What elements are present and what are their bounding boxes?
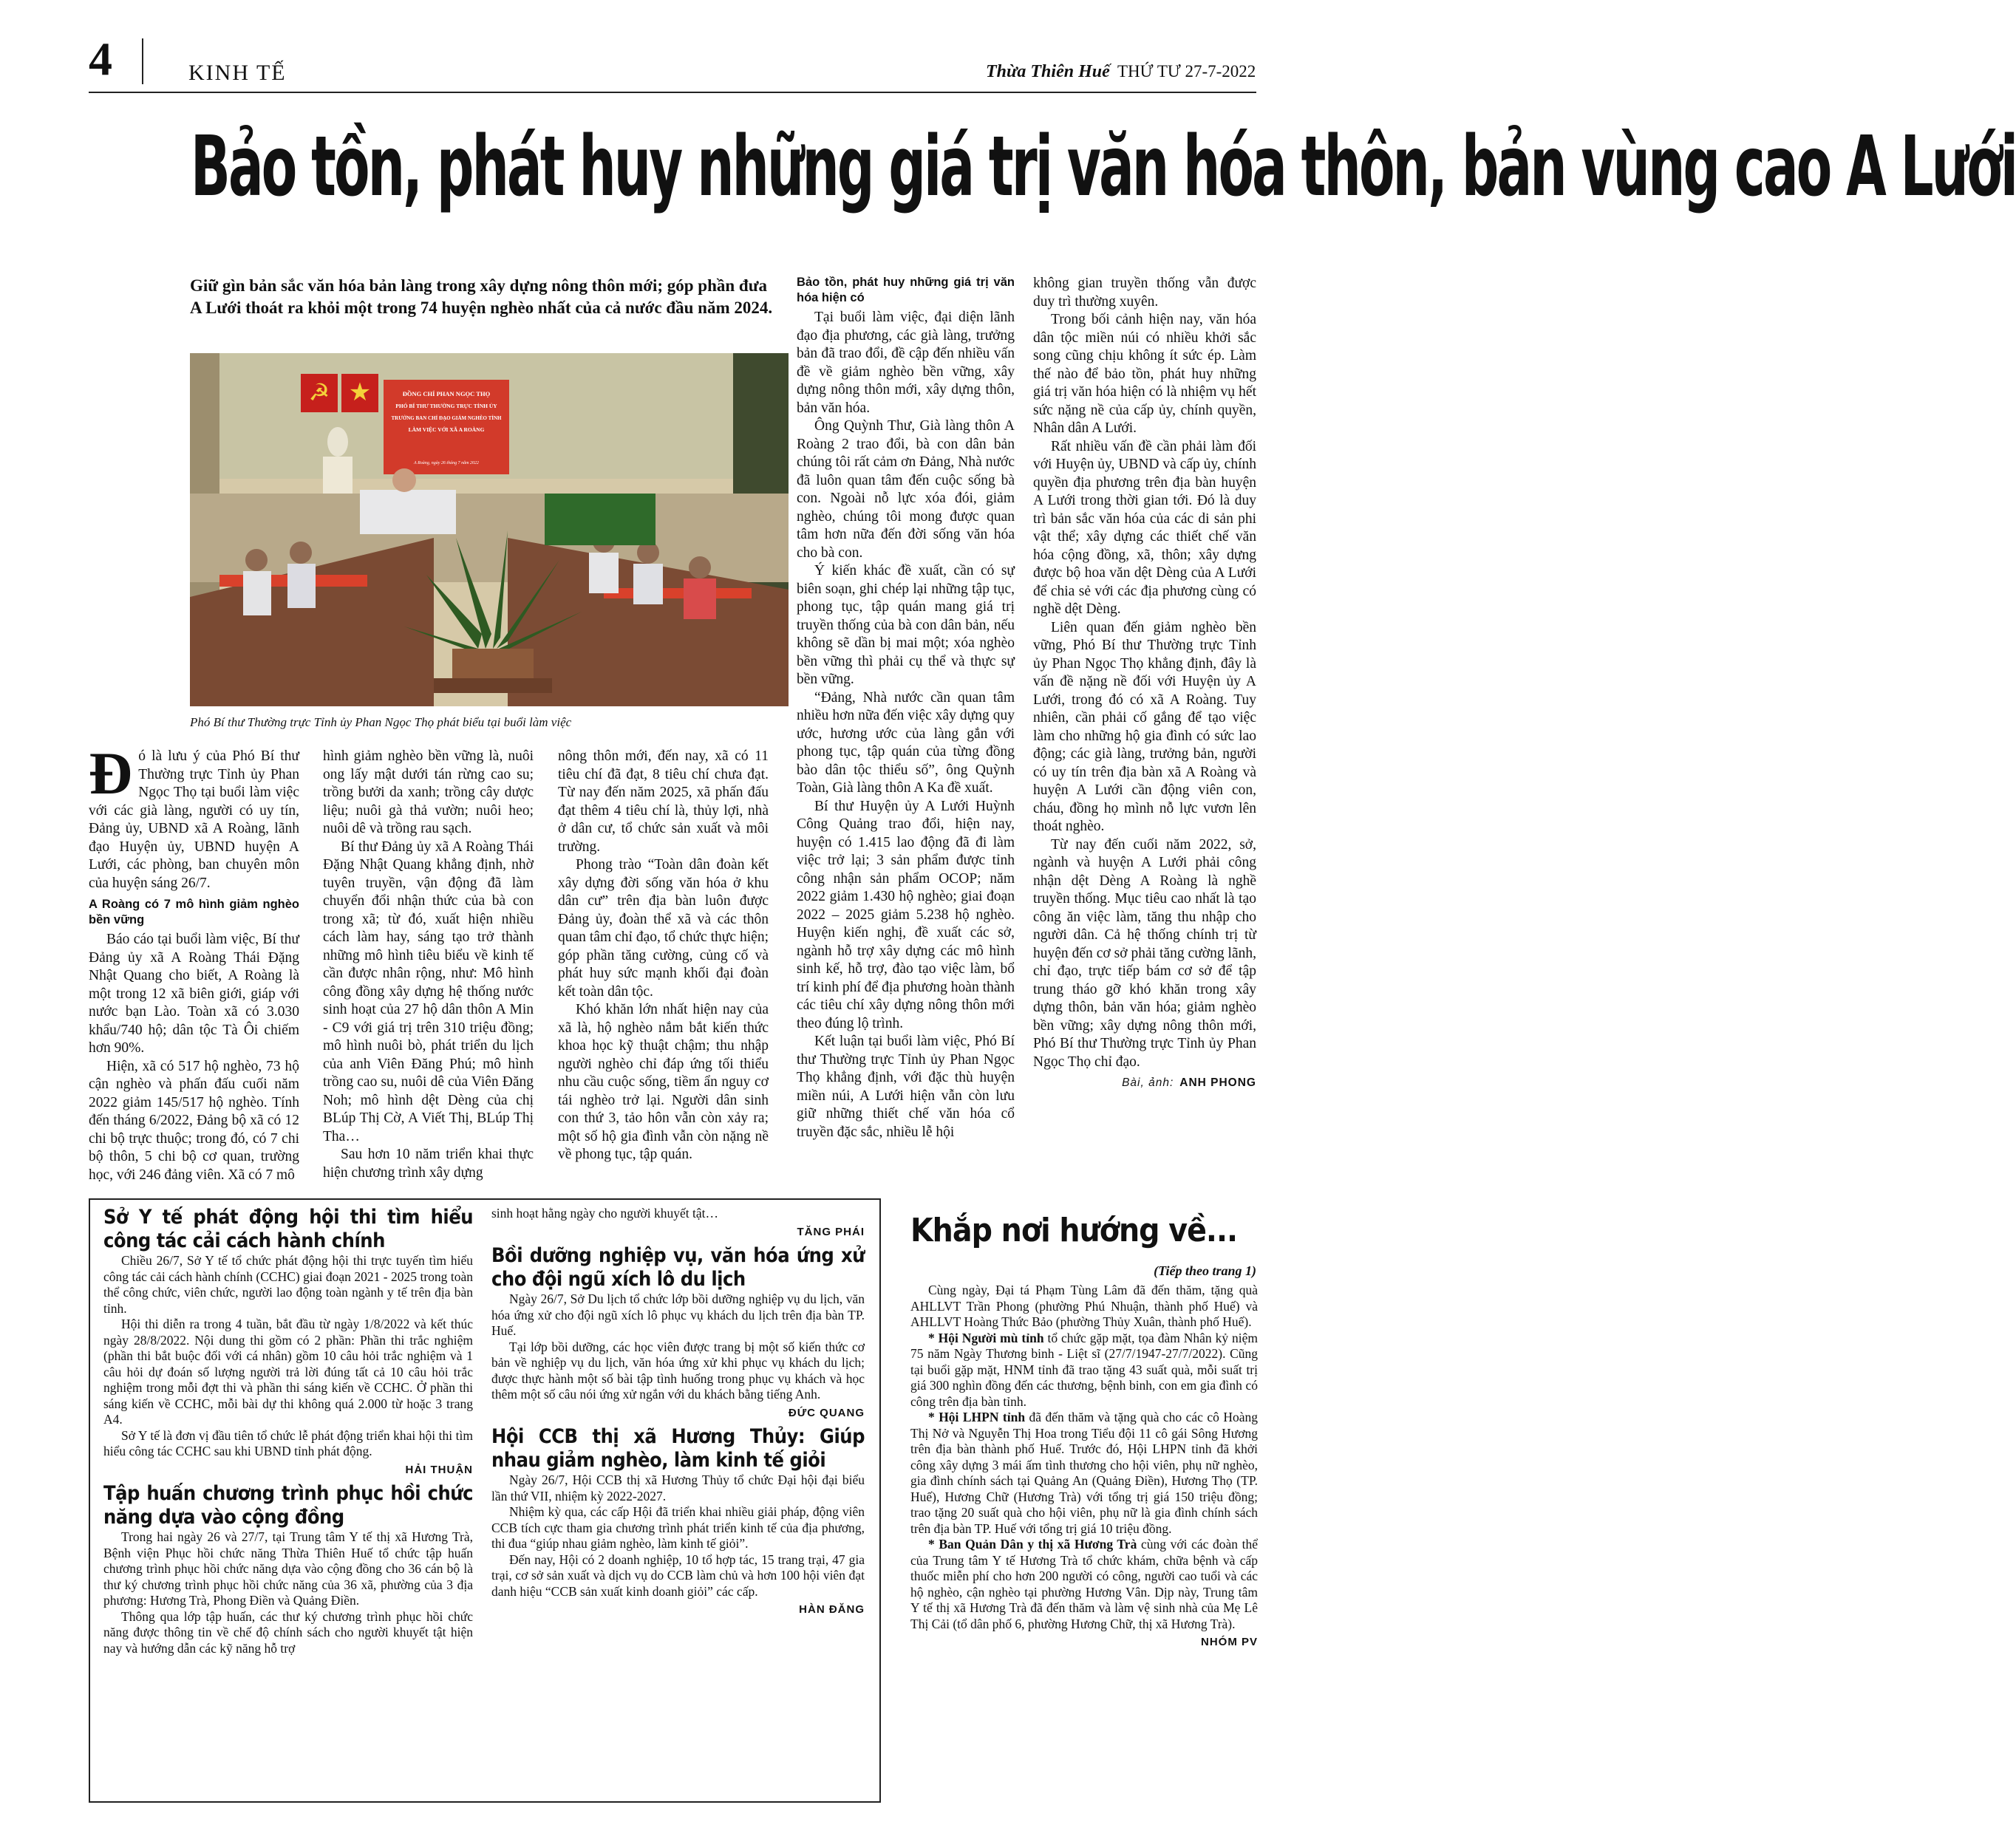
svg-text:☭: ☭ <box>308 379 330 406</box>
banner-line-4: LÀM VIỆC VỚI XÃ A ROÀNG <box>408 426 485 433</box>
paragraph: không gian truyền thống vẫn được duy trì thường xuyên. <box>1033 276 1256 310</box>
article-column-2 <box>323 748 534 1189</box>
brief-signature: HÀN ĐĂNG <box>799 1603 865 1616</box>
subheading-culture: Bảo tồn, phát huy những giá trị văn hóa hiện có <box>797 276 1015 304</box>
box-column-left <box>103 1206 473 1797</box>
brief-signature: HẢI THUẬN <box>405 1463 473 1476</box>
paragraph: Ý kiến khác đề xuất, cần có sự biên soạn, ghi chép lại những tập tục, phong tục, tập quán mang giá trị truyền thống của bà con dân bản, nếu không sẽ dần bị mai một; xóa nghèo bền vững thì phải cụ thể và thực sự bền vững. <box>797 563 1015 687</box>
article-photo <box>190 353 789 706</box>
meeting-photo <box>190 353 789 706</box>
paragraph: Báo cáo tại buổi làm việc, Bí thư Đảng ủy xã A Roàng Thái Đặng Nhật Quang cho biết, A Roàng là một trong 12 xã biên giới, giáp với nước bạn Lào. Toàn xã có 3.030 khẩu/740 hộ; dân tộc Tà Ôi chiếm hơn 90%. <box>89 932 299 1056</box>
paragraph: Kết luận tại buổi làm việc, Phó Bí thư Thường trực Tỉnh ủy Phan Ngọc Thọ khẳng định, với đặc thù huyện miền núi, A Lưới hiện vẫn còn lưu giữ những thiết chế văn hóa cổ truyền đặc sắc, nhiều lễ hội <box>797 1034 1015 1140</box>
page-number: 4 <box>89 33 112 85</box>
paragraph: Sở Y tế là đơn vị đầu tiên tổ chức lễ phát động triển khai hội thi tìm hiểu công tác CCHC sau khi UBND tỉnh phát động. <box>103 1427 473 1458</box>
header-rule <box>89 92 1256 93</box>
photo-caption: Phó Bí thư Thường trực Tỉnh ủy Phan Ngọc Thọ phát biểu tại buổi làm việc <box>190 715 572 729</box>
paragraph: Tại buổi làm việc, đại diện lãnh đạo địa phương, các già làng, trưởng bản đã trao đổi, đề cập đến nhiều vấn đề về giảm nghèo bền vững, xây dựng nông thôn mới, xây dựng thôn, bản văn hóa. <box>797 310 1015 416</box>
paragraph: Nhiệm kỳ qua, các cấp Hội đã triển khai nhiều giải pháp, động viên CCB tích cực tham gia chương trình phát triển kinh tế của địa phương, thi đua “giúp nhau giảm nghèo, làm kinh tế giỏi”. <box>491 1504 865 1551</box>
paragraph: Bí thư Huyện ủy A Lưới Huỳnh Công Quảng trao đổi, hiện nay, huyện có 1.415 lao động đã đi làm việc trở lại; 3 sản phẩm được tỉnh công nhận sản phẩm OCOP; năm 2022 giảm 1.430 hộ nghèo; giai đoạn 2022 – 2025 giảm 5.238 hộ nghèo. Huyện kiến nghị, đề xuất các sở, ngành hỗ trợ xây dựng các mô hình sinh kế, hỗ trợ, đào tạo việc làm, bổ trí kinh phí để địa phương hoàn thành các tiêu chí xây dựng nông thôn mới theo đúng lộ trình. <box>797 798 1015 1031</box>
svg-text:★: ★ <box>348 379 372 406</box>
paragraph: sinh hoạt hằng ngày cho người khuyết tật… <box>491 1206 718 1221</box>
paragraph-lead: * Ban Quản Dân y thị xã Hương Trà <box>928 1537 1137 1552</box>
banner-subline: A Roàng, ngày 26 tháng 7 năm 2022 <box>414 461 479 465</box>
paragraph-lead: * Hội LHPN tỉnh <box>928 1410 1026 1424</box>
paragraph: Bí thư Đảng ủy xã A Roàng Thái Đặng Nhật Quang khẳng định, nhờ tuyên truyền, vận động đã làm chuyển đổi nhận thức của bà con trong xã; từ đó, xuất hiện nhiều cách làm hay, sáng tạo trở thành những mô hình tiêu biểu về kinh tế cần được nhân rộng, như: Mô hình công đồng xây dựng hệ thống nước sinh hoạt của 27 hộ dân thôn A Min - C9 với giá trị trên 310 triệu đồng; mô hình nuôi bò, phát triển du lịch của anh Viên Đăng Phú; mô hình trồng cao su, nuôi dê của Viên Đăng Noh; mô hình dệt Dèng của chị BLúp Thị Cờ, A Viết Thị, BLúp Thị Tha… <box>323 839 534 1144</box>
paragraph: Ngày 26/7, Sở Du lịch tổ chức lớp bồi dưỡng nghiệp vụ du lịch, văn hóa ứng xử cho đội ngũ xích lô phục vụ khách du lịch trên địa bàn TP. Huế. <box>491 1291 865 1338</box>
paragraph: Phong trào “Toàn dân đoàn kết xây dựng đời sống văn hóa ở khu dân cư” trên địa bàn luôn được Đảng ủy, đoàn thể xã và các thôn quan tâm chỉ đạo, tổ chức thực hiện; góp phần tăng cường, củng cố và phát huy sức mạnh khối đại đoàn kết toàn dân tộc. <box>558 857 769 1000</box>
brief-title: Hội CCB thị xã Hương Thủy: Giúp nhau giảm nghèo, làm kinh tế giỏi <box>491 1425 865 1472</box>
paragraph: hình giảm nghèo bền vững là, nuôi ong lấy mật dưới tán rừng cao su; trồng bưởi da xanh; trồng cây dược liệu; nuôi gà thả vườn; nuôi heo; nuôi dê và trồng rau sạch. <box>323 748 534 836</box>
brief-signature: TĂNG PHÁI <box>797 1225 865 1238</box>
paragraph: Ông Quỳnh Thư, Già làng thôn A Roàng 2 trao đổi, bà con dân bản chúng tôi rất cảm ơn Đảng, Nhà nước đã luôn quan tâm đến cuộc sống bà con. Ngoài nỗ lực xóa đói, giảm nghèo, chúng tôi mong được quan tâm hơn nữa đến đời sống văn hóa cho bà con. <box>797 418 1015 561</box>
paragraph <box>910 1537 1258 1632</box>
continued-article-body <box>910 1283 1258 1655</box>
continued-signature: NHÓM PV <box>1200 1636 1258 1648</box>
paragraph: Sau hơn 10 năm triển khai thực hiện chương trình xây dựng <box>323 1147 534 1181</box>
brief-title: Sở Y tế phát động hội thi tìm hiểu công tác cải cách hành chính <box>103 1206 473 1252</box>
lead-paragraph: ó là lưu ý của Phó Bí thư Thường trực Tỉnh ủy Phan Ngọc Thọ tại buổi làm việc với các già làng, người có uy tín, Đảng ủy, UBND xã A Roàng, lãnh đạo Huyện ủy, UBND huyện A Lưới, các phòng, ban chuyên môn của huyện sáng 26/7. <box>89 748 299 891</box>
subheading-models: A Roàng có 7 mô hình giảm nghèo bền vững <box>89 898 299 926</box>
paragraph: Tại lớp bồi dưỡng, các học viên được trang bị một số kiến thức cơ bản về nghiệp vụ du lịch, văn hóa ứng xử khi phục vụ khách du lịch; được thực hành một số bài tập tình huống trong phục vụ khách và học thêm một số câu nói ứng xử ngắn với du khách bằng tiếng Anh. <box>491 1339 865 1402</box>
paragraph: Cùng ngày, Đại tá Phạm Tùng Lâm đã đến thăm, tặng quà AHLLVT Trần Phong (phường Phú Nhuận, thành phố Huế) và AHLLVT Hoàng Thức Bảo (phường Thủy Xuân, thành phố Huế). <box>910 1283 1258 1329</box>
headline <box>191 119 2016 229</box>
paragraph: Liên quan đến giảm nghèo bền vững, Phó Bí thư Thường trực Tỉnh ủy Phan Ngọc Thọ khẳng định, đây là vấn đề nặng nề đối với Huyện ủy A Lưới, trong đó có xã A Roàng. Tuy nhiên, cần phải cố gắng để tạo việc làm cho những hộ gia đình có sức lao động; các già làng, trưởng bản, người có uy tín trên địa bàn xã A Roàng và huyện A Lưới cần động viên con, cháu, đồng họ mình nỗ lực vươn lên thoát nghèo. <box>1033 619 1256 834</box>
byline-author: ANH PHONG <box>1179 1076 1256 1089</box>
brief-signature: ĐỨC QUANG <box>788 1406 865 1419</box>
article-column-4 <box>797 275 1015 1188</box>
headline-text: Bảo tồn, phát huy những giá trị văn hóa thôn, bản vùng cao A Lưới <box>191 119 2016 215</box>
paragraph-text: đã đến thăm và tặng quà cho các cô Hoàng Thị Nở và Nguyễn Thị Hoa trong Tiểu đội 11 cô gái Sông Hương trên địa bàn thành phố Huế. Trước đó, Hội LHPN tỉnh đã khởi công xây dựng 3 mái ấm tình thương cho hội viên, phụ nữ nghèo, gia đình chính sách tại Quảng An (Quảng Điền), Hương Thọ (TP. Huế), Hương Chữ (Hương Trà) với tổng trị giá 150 triệu đồng; trao tặng 20 suất quà cho hội viên, phụ nữ là gia đình chính sách trên địa bàn TP. Huế với tổng trị giá 10 triệu đồng. <box>910 1410 1259 1536</box>
paragraph: nông thôn mới, đến nay, xã có 11 tiêu chí đã đạt, 8 tiêu chí chưa đạt. Từ nay đến năm 2025, xã phấn đấu đạt thêm 4 tiêu chí là, thủy lợi, nhà ở dân cư, tổ chức sản xuất và môi trường. <box>558 748 769 855</box>
paragraph: Hội thi diễn ra trong 4 tuần, bắt đầu từ ngày 1/8/2022 và kết thúc ngày 28/8/2022. Nội dung thi gồm có 2 phần: Phần thi trắc nghiệm (phần thi bắt buộc đối với cá nhân) gồm 10 câu hỏi trắc nghiệm và 1 câu hỏi dự đoán số lượng người trả lời đúng tất cả 10 câu hỏi trắc nghiệm trong mỗi đợt thi và phần thi sáng kiến về CCHC. Ở phần thi sáng kiến về CCHC, mỗi bài dự thi không quá 2.000 từ hoặc 3 trang A4. <box>103 1317 473 1427</box>
continued-from-note: (Tiếp theo trang 1) <box>1154 1263 1256 1278</box>
paragraph: Trong hai ngày 26 và 27/7, tại Trung tâm Y tế thị xã Hương Trà, Bệnh viện Phục hồi chức năng Thừa Thiên Huế tổ chức tập huấn chương trình phục hồi chức năng dựa vào cộng đồng cho 36 cán bộ là thư ký chương trình phục hồi chức năng của 36 xã, phường của 3 địa phương: Hương Trà, Phong Điền và Quảng Điền. <box>103 1529 473 1608</box>
paragraph-text: tổ chức gặp mặt, tọa đàm Nhân kỷ niệm 75 năm Ngày Thương binh - Liệt sĩ (27/7/1947-27/7/2022). Cũng tại buổi gặp mặt, HNM tỉnh đã trao tặng 43 suất quà, mỗi suất trị giá 300 nghìn đồng đến các thương, bệnh binh, con em gia đình có công trên địa bàn tỉnh. <box>910 1330 1259 1409</box>
banner-line-2: PHÓ BÍ THƯ THƯỜNG TRỰC TỈNH ỦY <box>395 403 497 409</box>
byline <box>1033 1074 1256 1093</box>
paragraph: Đến nay, Hội có 2 doanh nghiệp, 10 tổ hợp tác, 15 trang trại, 47 gia trại, cơ sở sản xuất và dịch vụ do CCB làm chủ và hơn 100 hội viên đạt danh hiệu “CCB sản xuất kinh doanh giỏi” các cấp. <box>491 1552 865 1599</box>
newspaper-name: Thừa Thiên Huế <box>986 62 1110 81</box>
byline-label: Bài, ảnh: <box>1122 1076 1174 1089</box>
drop-cap: Đ <box>89 740 133 807</box>
paragraph: Trong bối cảnh hiện nay, văn hóa dân tộc miền núi có nhiều khởi sắc song cũng chịu không ít sức ép. Làm thế nào để bảo tồn, phát huy những giá trị văn hóa hiện có là nhiệm vụ hết sức nặng nề của cấp ủy, chính quyền, Nhân dân A Lưới. <box>1033 312 1256 436</box>
banner-line-1: ĐỒNG CHÍ PHAN NGỌC THỌ <box>402 390 491 397</box>
paragraph: Ngày 26/7, Hội CCB thị xã Hương Thủy tổ chức Đại hội đại biểu lần thứ VII, nhiệm kỳ 2022-2027. <box>491 1472 865 1503</box>
paragraph: Khó khăn lớn nhất hiện nay của xã là, hộ nghèo nắm bắt kiến thức khoa học kỹ thuật chậm; thu nhập người nghèo chỉ đáp ứng tối thiểu nhu cầu cuộc sống, tiềm ẩn nguy cơ tái nghèo trở lại. Người dân sinh con thứ 3, tảo hôn vẫn còn xảy ra; một số hộ gia đình vẫn còn nặng nề về phong tục, tập quán. <box>558 1002 769 1162</box>
article-column-5 <box>1033 275 1256 1188</box>
paragraph: Hiện, xã có 517 hộ nghèo, 73 hộ cận nghèo và phấn đấu cuối năm 2022 giảm 145/517 hộ nghèo. Tính đến tháng 6/2022, Đảng bộ xã có 12 chi bộ trực thuộc; trong đó, có 7 chi bộ thôn, 5 chi bộ cơ quan, trường học, với 246 đảng viên. Xã có 7 mô <box>89 1058 299 1183</box>
article-column-1 <box>89 740 299 1189</box>
header-divider <box>142 38 143 84</box>
paragraph: “Đảng, Nhà nước cần quan tâm nhiều hơn nữa đến việc xây dựng quy ước, hương ước của làng gắn với phong tục, tập quán của từng đồng bào dân tộc thiểu số”, ông Quỳnh Toàn, Già làng thôn A Ka đề xuất. <box>797 689 1015 796</box>
paragraph: Rất nhiều vấn đề cần phải làm đối với Huyện ủy, UBND và cấp ủy, chính quyền địa phương trên địa bàn huyện A Lưới trong thời gian tới. Đó là duy trì bản sắc văn hóa của các di sản phi vật thể; xây dựng các thiết chế văn hóa cộng đồng, xã, thôn; xây dựng được bộ hoa văn dệt Dèng của A Lưới để chia sẻ với các địa phương cùng có nghề dệt Dèng. <box>1033 438 1256 617</box>
brief-title: Bồi dưỡng nghiệp vụ, văn hóa ứng xử cho đội ngũ xích lô du lịch <box>491 1244 865 1291</box>
paragraph-lead: * Hội Người mù tỉnh <box>928 1330 1044 1345</box>
paragraph <box>910 1331 1258 1410</box>
brief-title: Tập huấn chương trình phục hồi chức năng dựa vào cộng đồng <box>103 1482 473 1529</box>
banner-line-3: TRƯỞNG BAN CHỈ ĐẠO GIẢM NGHÈO TỈNH <box>391 415 502 421</box>
sapo: Giữ gìn bản sắc văn hóa bản làng trong xây dựng nông thôn mới; góp phần đưa A Lưới thoát ra khỏi một trong 74 huyện nghèo nhất của cả nước đầu năm 2024. <box>190 276 773 317</box>
paragraph <box>910 1410 1258 1537</box>
issue-date: THỨ TƯ 27-7-2022 <box>1117 62 1256 81</box>
article-column-3 <box>558 748 769 1189</box>
continued-article-title: Khắp nơi hướng về... <box>910 1212 1238 1249</box>
paragraph: Từ nay đến cuối năm 2022, sở, ngành và huyện A Lưới phải công nhận dệt Dèng A Roàng là nghề truyền thống. Mục tiêu cao nhất là tạo công ăn việc làm, tăng thu nhập cho người dân. Cả hệ thống chính trị từ huyện đến cơ sở phải tăng cường lãnh, chỉ đạo, trực tiếp bám cơ sở để tập trung tháo gỡ khó khăn trong xây dựng thôn, bản văn hóa; giảm nghèo bền vững; xây dựng nông thôn mới, Phó Bí thư Thường trực Tỉnh ủy Phan Ngọc Thọ chỉ đạo. <box>1033 836 1256 1070</box>
box-column-right <box>491 1206 865 1797</box>
paragraph: Thông qua lớp tập huấn, các thư ký chương trình phục hồi chức năng được thông tin về chế độ chính sách cho người khuyết tật hiện nay và hướng dẫn các kỹ năng hỗ trợ <box>103 1608 473 1656</box>
paragraph-text: cùng với các đoàn thể của Trung tâm Y tế Hương Trà tổ chức khám, chữa bệnh và cấp thuốc miễn phí cho hơn 200 người có công, người cao tuổi và các hộ nghèo, cận nghèo tại phường Hương Vân. Dịp này, Trung tâm Y tế thị xã Hương Trà đã đến thăm và làm vệ sinh nhà của Mẹ Lê Thị Cải (tổ dân phố 6, phường Hương Chữ, thị xã Hương Trà). <box>910 1537 1259 1631</box>
paragraph: Chiều 26/7, Sở Y tế tổ chức phát động hội thi trực tuyến tìm hiểu công tác cải cách hành chính (CCHC) giai đoạn 2021 - 2025 trong toàn thể công chức, viên chức, người lao động toàn ngành y tế trên địa bàn tỉnh. <box>103 1253 473 1316</box>
section-title: KINH TẾ <box>188 61 287 85</box>
